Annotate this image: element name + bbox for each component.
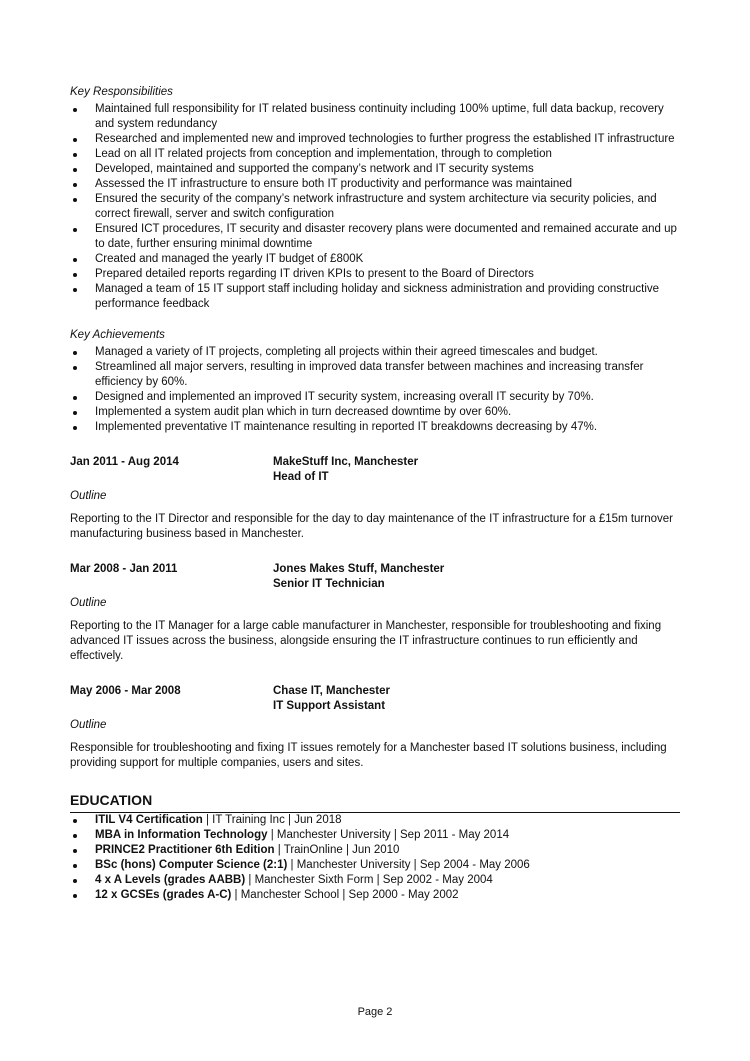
list-item: Prepared detailed reports regarding IT driven KPIs to present to the Board of Directors xyxy=(70,267,680,282)
job-dates: Jan 2011 - Aug 2014 xyxy=(70,456,179,468)
job-description: Responsible for troubleshooting and fixing IT issues remotely for a Manchester based IT solutions business, including providing support for multiple companies, users and sites. xyxy=(70,742,667,769)
qualification-details: | IT Training Inc | Jun 2018 xyxy=(202,814,342,826)
responsibilities-list xyxy=(70,102,680,312)
education-item xyxy=(70,843,680,858)
education-item xyxy=(70,888,680,903)
achievements-heading: Key Achievements xyxy=(70,329,165,341)
qualification-details: | Manchester Sixth Form | Sep 2002 - May 2004 xyxy=(245,874,493,886)
job-entry xyxy=(70,562,680,664)
job-header xyxy=(70,684,680,714)
job-title: Head of IT xyxy=(273,471,329,483)
job-title: Senior IT Technician xyxy=(273,578,385,590)
job-company-block xyxy=(273,562,444,592)
resume-page xyxy=(70,85,680,903)
qualification-details: | Manchester University | Sep 2004 - May 2006 xyxy=(287,859,530,871)
job-company-block xyxy=(273,455,418,485)
job-dates: Mar 2008 - Jan 2011 xyxy=(70,563,178,575)
job-company: MakeStuff Inc, Manchester xyxy=(273,456,419,468)
list-item: Developed, maintained and supported the company’s network and IT security systems xyxy=(70,162,680,177)
education-item xyxy=(70,828,680,843)
education-heading: EDUCATION xyxy=(70,791,680,813)
list-item: Researched and implemented new and improved technologies to further progress the established IT infrastructure xyxy=(70,132,680,147)
job-company: Chase IT, Manchester xyxy=(273,685,390,697)
qualification: 4 x A Levels (grades AABB) xyxy=(95,874,246,886)
qualification: ITIL V4 Certification xyxy=(95,814,203,826)
qualification: PRINCE2 Practitioner 6th Edition xyxy=(95,844,275,856)
qualification-details: | Manchester University | Sep 2011 - May 2014 xyxy=(267,829,510,841)
list-item: Implemented a system audit plan which in turn decreased downtime by over 60%. xyxy=(70,405,680,420)
page-number: Page 2 xyxy=(357,1006,393,1018)
job-outline-label: Outline xyxy=(70,719,107,731)
qualification-details: | TrainOnline | Jun 2010 xyxy=(274,844,400,856)
job-description: Reporting to the IT Director and responsible for the day to day maintenance of the IT infrastructure for a £15m turnover manufacturing business based in Manchester. xyxy=(70,513,674,540)
job-dates: May 2006 - Mar 2008 xyxy=(70,685,181,697)
job-outline-label: Outline xyxy=(70,490,107,502)
list-item: Ensured ICT procedures, IT security and disaster recovery plans were documented and remained accurate and up to date, further ensuring minimal downtime xyxy=(70,222,680,252)
job-header xyxy=(70,455,680,485)
job-header xyxy=(70,562,680,592)
qualification: BSc (hons) Computer Science (2:1) xyxy=(95,859,288,871)
responsibilities-heading: Key Responsibilities xyxy=(70,86,173,98)
list-item: Managed a variety of IT projects, completing all projects within their agreed timescales and budget. xyxy=(70,345,680,360)
education-item xyxy=(70,813,680,828)
job-title: IT Support Assistant xyxy=(273,700,386,712)
job-entry xyxy=(70,684,680,771)
qualification: MBA in Information Technology xyxy=(95,829,268,841)
list-item: Assessed the IT infrastructure to ensure both IT productivity and performance was maintained xyxy=(70,177,680,192)
list-item: Designed and implemented an improved IT security system, increasing overall IT security by 70%. xyxy=(70,390,680,405)
qualification: 12 x GCSEs (grades A-C) xyxy=(95,889,232,901)
education-list xyxy=(70,813,680,903)
job-company-block xyxy=(273,684,390,714)
education-item xyxy=(70,873,680,888)
list-item: Streamlined all major servers, resulting in improved data transfer between machines and increasing transfer efficiency by 60%. xyxy=(70,360,680,390)
list-item: Managed a team of 15 IT support staff including holiday and sickness administration and providing constructive performance feedback xyxy=(70,282,680,312)
list-item: Implemented preventative IT maintenance resulting in reported IT breakdowns decreasing by 47%. xyxy=(70,420,680,435)
job-description: Reporting to the IT Manager for a large cable manufacturer in Manchester, responsible for troubleshooting and fixing advanced IT issues across the business, alongside ensuring the IT infrastructure continues to run efficiently and effectively. xyxy=(70,620,662,662)
achievements-list xyxy=(70,345,680,435)
list-item: Maintained full responsibility for IT related business continuity including 100% uptime, full data backup, recovery and system redundancy xyxy=(70,102,680,132)
job-entry xyxy=(70,455,680,542)
education-item xyxy=(70,858,680,873)
list-item: Ensured the security of the company’s network infrastructure and system architecture via security policies, and correct firewall, server and switch configuration xyxy=(70,192,680,222)
qualification-details: | Manchester School | Sep 2000 - May 2002 xyxy=(231,889,459,901)
job-outline-label: Outline xyxy=(70,597,107,609)
list-item: Lead on all IT related projects from conception and implementation, through to completion xyxy=(70,147,680,162)
job-company: Jones Makes Stuff, Manchester xyxy=(273,563,445,575)
list-item: Created and managed the yearly IT budget of £800K xyxy=(70,252,680,267)
